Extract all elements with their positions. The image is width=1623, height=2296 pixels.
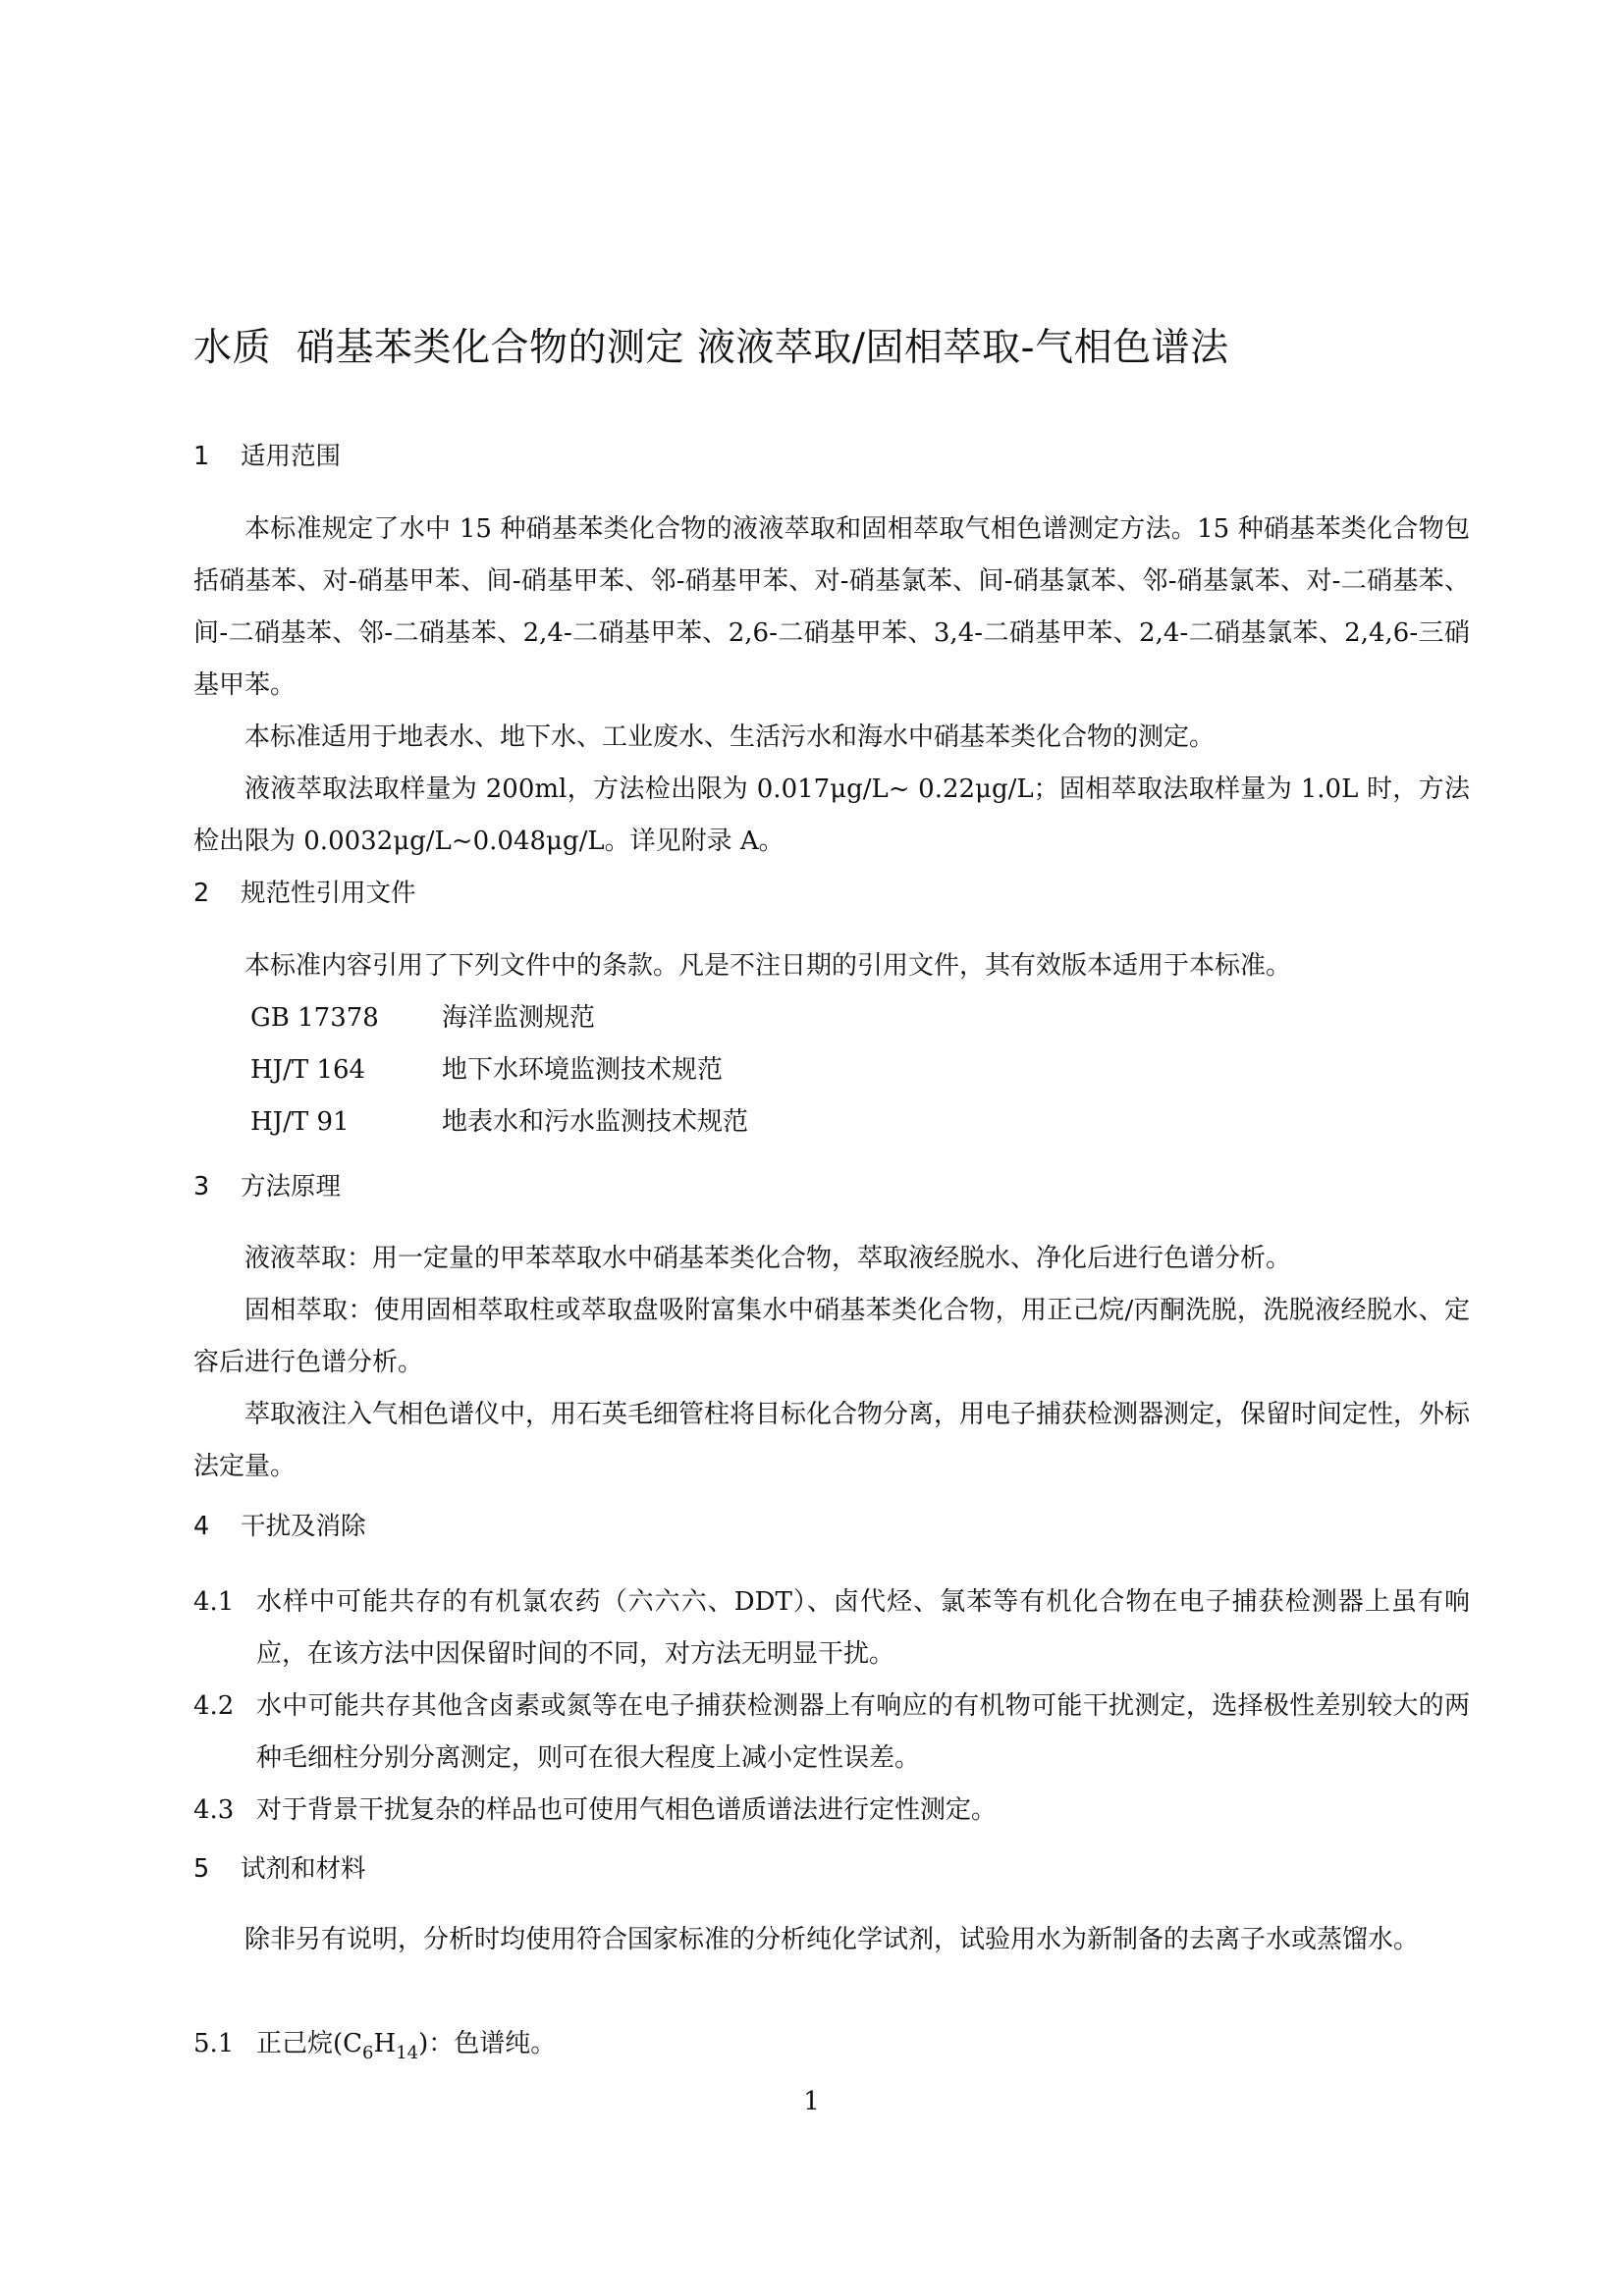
section-heading-1 xyxy=(193,440,341,473)
clause-4-1 xyxy=(193,1576,1470,1681)
reference-item xyxy=(250,1044,723,1096)
paragraph-principle-2: 固相萃取：使用固相萃取柱或萃取盘吸附富集水中硝基苯类化合物，用正己烷/丙酮洗脱，洗脱液经脱水、定容后进行色谱分析。 xyxy=(193,1296,1470,1377)
paragraph-principle-3: 萃取液注入气相色谱仪中，用石英毛细管柱将目标化合物分离，用电子捕获检测器测定，保留时间定性，外标法定量。 xyxy=(193,1400,1471,1481)
clause-text: 水样中可能共存的有机氯农药（六六六、DDT）、卤代烃、氯苯等有机化合物在电子捕获检测器上虽有响应，在该方法中因保留时间的不同，对方法无明显干扰。 xyxy=(256,1587,1470,1669)
reference-code: HJ/T 164 xyxy=(250,1055,366,1085)
section-title: 试剂和材料 xyxy=(241,1854,366,1884)
section-number: 1 xyxy=(193,442,210,471)
page-number: 1 xyxy=(803,2087,820,2116)
clause-number: 4.1 xyxy=(193,1587,235,1617)
section-number: 4 xyxy=(193,1512,210,1541)
clause-4-3 xyxy=(193,1785,1470,1837)
reference-name: 地下水环境监测技术规范 xyxy=(442,1055,724,1085)
document-title xyxy=(193,324,1489,373)
section-number: 5 xyxy=(193,1854,210,1884)
reference-code: HJ/T 91 xyxy=(250,1107,350,1137)
section-heading-3 xyxy=(193,1170,341,1203)
subscript: 14 xyxy=(396,2043,419,2063)
clause-4-2 xyxy=(193,1681,1470,1785)
section-heading-5 xyxy=(193,1852,366,1886)
title-part-2: 硝基苯类化合物的测定 液液萃取/固相萃取-气相色谱法 xyxy=(297,326,1229,370)
paragraph-reagents-intro: 除非另有说明，分析时均使用符合国家标准的分析纯化学试剂，试验用水为新制备的去离子水或蒸馏水。 xyxy=(244,1925,1420,1954)
section-title: 适用范围 xyxy=(241,442,342,471)
reagent-text-suffix: )：色谱纯。 xyxy=(418,2029,557,2058)
reference-code: GB 17378 xyxy=(250,1003,379,1033)
reagent-item-5-1 xyxy=(193,2018,1470,2070)
section-number: 3 xyxy=(193,1172,210,1201)
paragraph-scope-3: 液液萃取法取样量为 200ml，方法检出限为 0.017μg/L~ 0.22μg/L；固相萃取法取样量为 1.0L 时，方法检出限为 0.0032μg/L~0.048μg/L。详见附录 A。 xyxy=(193,774,1470,856)
clause-text xyxy=(256,2018,1470,2070)
section-number: 2 xyxy=(193,879,210,908)
clause-number: 4.3 xyxy=(193,1795,235,1825)
paragraph-references-intro: 本标准内容引用了下列文件中的条款。凡是不注日期的引用文件，其有效版本适用于本标准。 xyxy=(244,951,1292,981)
section-heading-2 xyxy=(193,877,416,910)
reference-name: 地表水和污水监测技术规范 xyxy=(442,1107,749,1137)
reference-item xyxy=(250,1096,748,1148)
section-heading-4 xyxy=(193,1510,366,1543)
paragraph-principle-1: 液液萃取：用一定量的甲苯萃取水中硝基苯类化合物，萃取液经脱水、净化后进行色谱分析。 xyxy=(244,1244,1292,1273)
reference-name: 海洋监测规范 xyxy=(442,1003,596,1033)
section-title: 干扰及消除 xyxy=(241,1512,366,1541)
clause-number: 5.1 xyxy=(193,2029,235,2058)
reagent-text-mid: H xyxy=(373,2029,397,2058)
title-part-1: 水质 xyxy=(193,326,272,370)
clause-text: 对于背景干扰复杂的样品也可使用气相色谱质谱法进行定性测定。 xyxy=(256,1795,998,1825)
reference-item xyxy=(250,992,595,1044)
clause-text: 水中可能共存其他含卤素或氮等在电子捕获检测器上有响应的有机物可能干扰测定，选择极性差别较大的两种毛细柱分别分离测定，则可在很大程度上减小定性误差。 xyxy=(256,1691,1470,1773)
paragraph-scope-1: 本标准规定了水中 15 种硝基苯类化合物的液液萃取和固相萃取气相色谱测定方法。15 种硝基苯类化合物包括硝基苯、对-硝基甲苯、间-硝基甲苯、邻-硝基甲苯、对-硝基氯苯、间-硝基氯苯、邻-硝基氯苯、对-二硝基苯、间-二硝基苯、邻-二硝基苯、2,4-二硝基甲苯、2,6-二硝基甲苯、3,4-二硝基甲苯、2,4-二硝基氯苯、2,4,6-三硝基甲苯。 xyxy=(193,514,1470,700)
clause-number: 4.2 xyxy=(193,1691,235,1721)
section-title: 规范性引用文件 xyxy=(241,879,416,908)
subscript: 6 xyxy=(362,2043,374,2063)
reagent-text-prefix: 正己烷(C xyxy=(256,2029,363,2058)
section-title: 方法原理 xyxy=(241,1172,342,1201)
paragraph-scope-2: 本标准适用于地表水、地下水、工业废水、生活污水和海水中硝基苯类化合物的测定。 xyxy=(244,722,1216,752)
